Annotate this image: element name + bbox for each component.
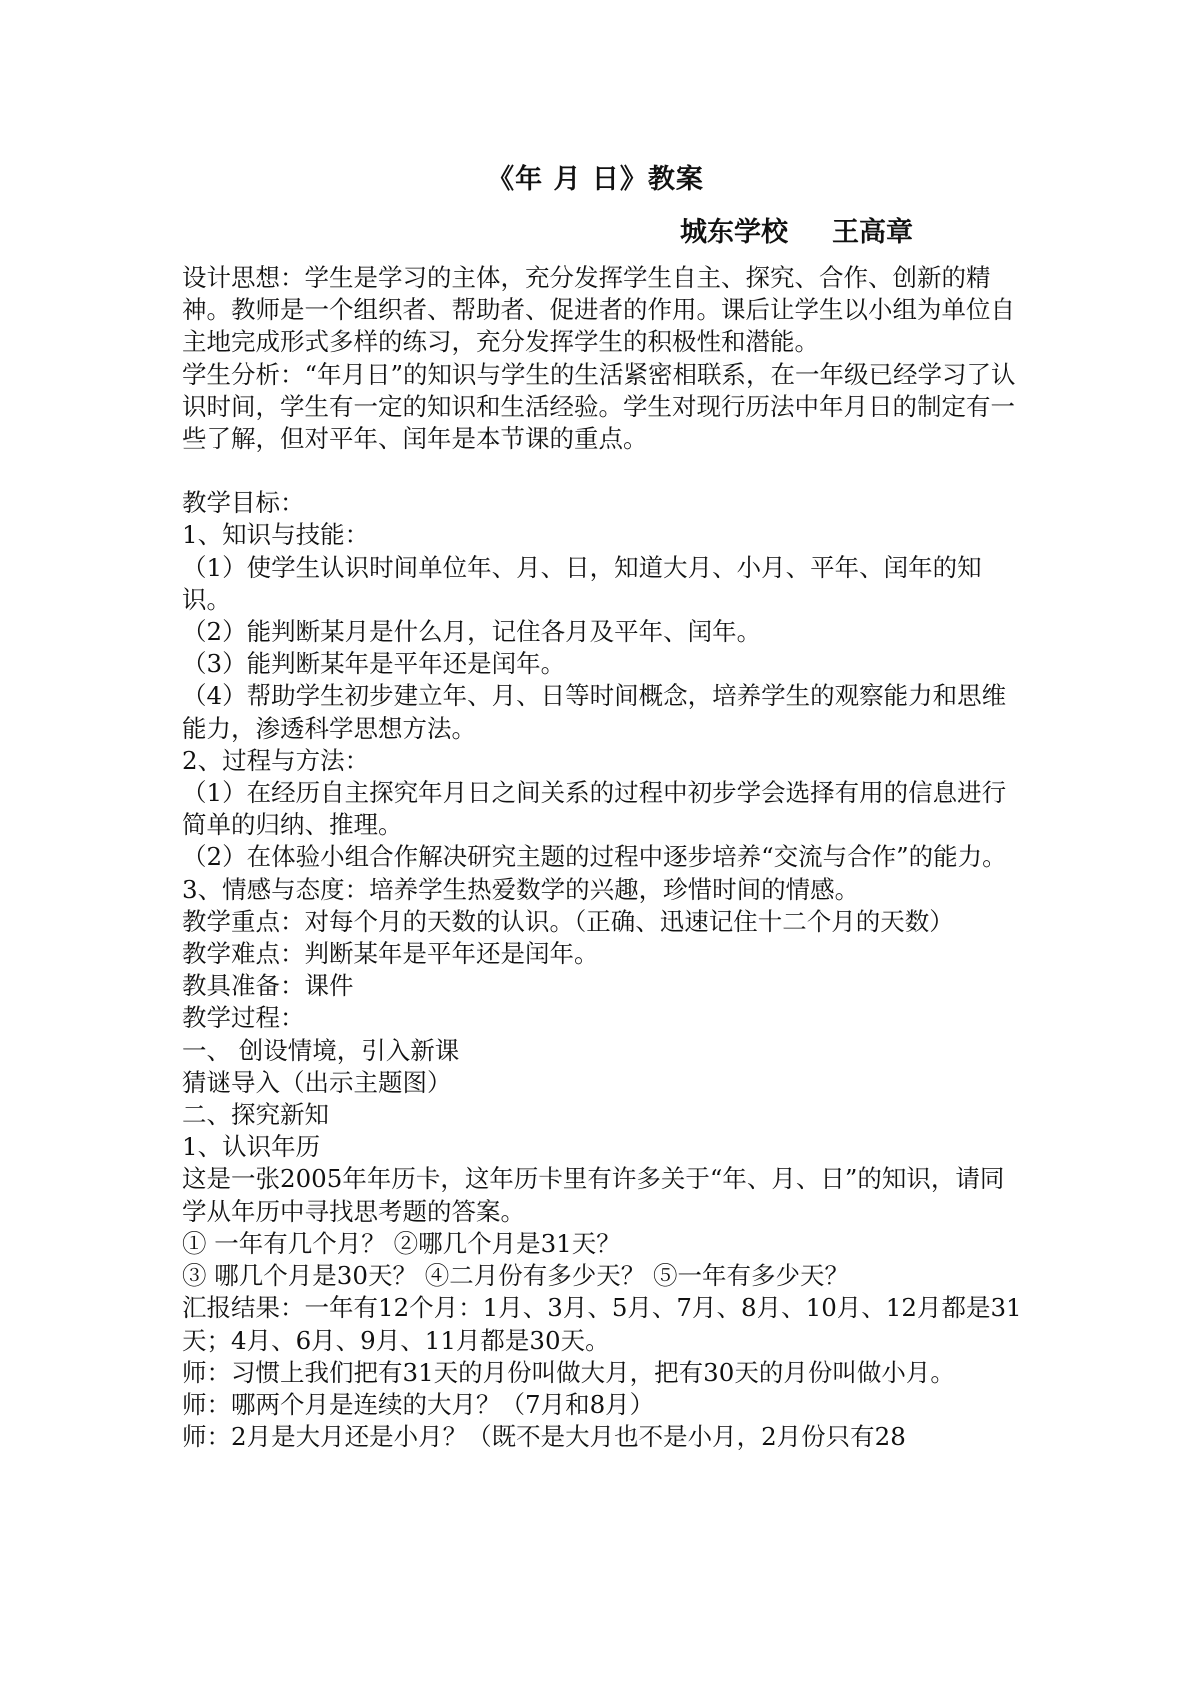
paragraph-goal-1: （1）使学生认识时间单位年、月、日，知道大月、小月、平年、闰年的知识。 bbox=[182, 552, 982, 614]
paragraph-knowledge-skills: 1、知识与技能： bbox=[182, 520, 370, 550]
paragraph-teacher-consecutive: 师：哪两个月是连续的大月？（7月和8月） bbox=[182, 1389, 655, 1419]
paragraph-goal-3: （3）能判断某年是平年还是闰年。 bbox=[182, 649, 566, 679]
paragraph-difficulty: 教学难点：判断某年是平年还是闰年。 bbox=[182, 939, 599, 969]
paragraph-report-results: 汇报结果：一年有12个月：1月、3月、5月、7月、8月、10月、12月都是31天；4月、6月、9月、11月都是30天。 bbox=[182, 1293, 1022, 1355]
paragraph-questions-1: ① 一年有几个月？ ②哪几个月是31天？ bbox=[182, 1228, 621, 1258]
paragraph-process-1: （1）在经历自主探究年月日之间关系的过程中初步学会选择有用的信息进行简单的归纳、推理。 bbox=[182, 778, 1007, 840]
paragraph-design-idea: 设计思想：学生是学习的主体，充分发挥学生自主、探究、合作、创新的精神。教师是一个组织者、帮助者、促进者的作用。课后让学生以小组为单位自主地完成形式多样的练习，充分发挥学生的积极性和潜能。 bbox=[182, 263, 1015, 357]
paragraph-section-1: 一、 创设情境，引入新课 bbox=[182, 1035, 460, 1065]
paragraph-goal-2: （2）能判断某月是什么月，记住各月及平年、闰年。 bbox=[182, 617, 762, 647]
document-body bbox=[182, 262, 1022, 1453]
paragraph-student-analysis: 学生分析：“年月日”的知识与学生的生活紧密相联系，在一年级已经学习了认识时间，学生有一定的知识和生活经验。学生对现行历法中年月日的制定有一些了解，但对平年、闰年是本节课的重点。 bbox=[182, 359, 1016, 454]
school-name: 城东学校 bbox=[680, 217, 788, 248]
paragraph-teaching-aids: 教具准备：课件 bbox=[182, 971, 354, 1001]
author-name: 王高章 bbox=[832, 217, 913, 248]
paragraph-riddle-intro: 猜谜导入（出示主题图） bbox=[182, 1067, 452, 1097]
paragraph-teaching-process: 教学过程： bbox=[182, 1003, 305, 1033]
paragraph-teacher-february: 师：2月是大月还是小月？（既不是大月也不是小月，2月份只有28 bbox=[182, 1422, 906, 1452]
paragraph-questions-2: ③ 哪几个月是30天？ ④二月份有多少天？ ⑤一年有多少天？ bbox=[182, 1261, 850, 1291]
byline bbox=[680, 213, 913, 253]
paragraph-process-2: （2）在体验小组合作解决研究主题的过程中逐步培养“交流与合作”的能力。 bbox=[182, 842, 1007, 872]
paragraph-process-method: 2、过程与方法： bbox=[182, 745, 370, 775]
paragraph-goal-4: （4）帮助学生初步建立年、月、日等时间概念，培养学生的观察能力和思维能力，渗透科学思想方法。 bbox=[182, 681, 1007, 743]
heading-teaching-goals: 教学目标： bbox=[182, 488, 305, 518]
paragraph-teacher-big-small-month: 师：习惯上我们把有31天的月份叫做大月，把有30天的月份叫做小月。 bbox=[182, 1357, 955, 1387]
paragraph-key-point: 教学重点：对每个月的天数的认识。（正确、迅速记住十二个月的天数） bbox=[182, 906, 954, 936]
paragraph-section-2: 二、探究新知 bbox=[182, 1100, 329, 1130]
paragraph-calendar-card: 这是一张2005年年历卡，这年历卡里有许多关于“年、月、日”的知识，请同学从年历中寻找思考题的答案。 bbox=[182, 1164, 1005, 1226]
document-title: 《年 月 日》教案 bbox=[487, 164, 704, 195]
paragraph-know-calendar: 1、认识年历 bbox=[182, 1132, 321, 1162]
paragraph-emotion-attitude: 3、情感与态度：培养学生热爱数学的兴趣，珍惜时间的情感。 bbox=[182, 874, 860, 904]
